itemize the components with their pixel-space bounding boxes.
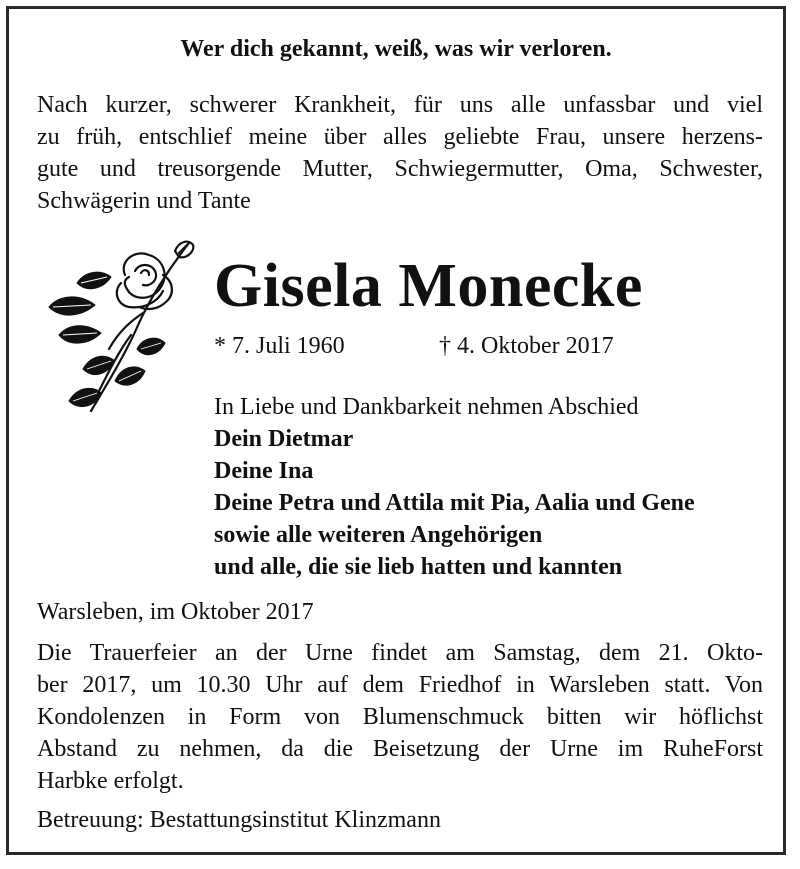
- intro-line: Schwägerin und Tante: [37, 188, 251, 214]
- funeral-line: Die Trauerfeier an der Urne findet am Samstag, dem 21. Okto-: [37, 640, 763, 666]
- mourner-line: Dein Dietmar: [214, 426, 354, 452]
- mourner-line: Deine Petra und Attila mit Pia, Aalia und Gene: [214, 490, 695, 516]
- mourner-line: sowie alle weiteren Angehörigen: [214, 522, 543, 548]
- birth-date: * 7. Juli 1960: [214, 333, 345, 359]
- mourners-block: [214, 391, 695, 583]
- death-date: † 4. Oktober 2017: [439, 333, 614, 359]
- funeral-info: [37, 637, 763, 797]
- place-date: Warsleben, im Oktober 2017: [37, 599, 314, 625]
- rose-icon: [39, 231, 199, 421]
- deceased-name: Gisela Monecke: [214, 252, 643, 320]
- intro-line: gute und treusorgende Mutter, Schwiegermutter, Oma, Schwester,: [37, 156, 763, 182]
- obituary-card: [6, 6, 786, 855]
- funeral-line: Abstand zu nehmen, da die Beisetzung der Urne im RuheForst: [37, 736, 763, 762]
- intro-text: [37, 89, 763, 217]
- intro-line: Nach kurzer, schwerer Krankheit, für uns alle unfassbar und viel: [37, 92, 763, 118]
- mourner-line: und alle, die sie lieb hatten und kannten: [214, 554, 623, 580]
- intro-line: zu früh, entschlief meine über alles geliebte Frau, unsere herzens-: [37, 124, 763, 150]
- funeral-line: ber 2017, um 10.30 Uhr auf dem Friedhof in Warsleben statt. Von: [37, 672, 763, 698]
- mourner-line: Deine Ina: [214, 458, 314, 484]
- funeral-line: Kondolenzen in Form von Blumenschmuck bitten wir höflichst: [37, 704, 763, 730]
- funeral-home: Betreuung: Bestattungsinstitut Klinzmann: [37, 807, 441, 833]
- motto: Wer dich gekannt, weiß, was wir verloren.: [180, 36, 612, 62]
- farewell-intro: In Liebe und Dankbarkeit nehmen Abschied: [214, 394, 639, 420]
- funeral-line: Harbke erfolgt.: [37, 768, 184, 794]
